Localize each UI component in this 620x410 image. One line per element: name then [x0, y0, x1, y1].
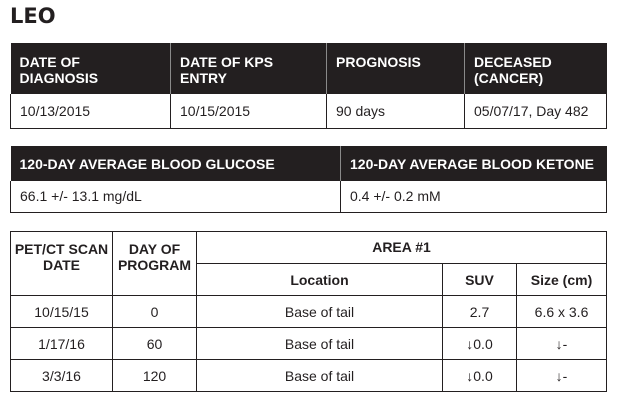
cell-location: Base of tail: [197, 328, 443, 360]
cell-suv: ↓0.0: [443, 328, 517, 360]
header-size: Size (cm): [517, 264, 607, 296]
cell-day: 0: [113, 296, 197, 328]
value-blood-glucose: 66.1 +/- 13.1 mg/dL: [11, 181, 341, 212]
cell-suv: 2.7: [443, 296, 517, 328]
header-suv: SUV: [443, 264, 517, 296]
blood-table: [10, 146, 607, 213]
cell-location: Base of tail: [197, 360, 443, 392]
diagnosis-value-row: [11, 94, 607, 128]
cell-day: 120: [113, 360, 197, 392]
cell-date: 3/3/16: [11, 360, 113, 392]
header-blood-glucose: 120-DAY AVERAGE BLOOD GLUCOSE: [11, 146, 341, 181]
header-day-of-program: DAY OF PROGRAM: [113, 232, 197, 296]
header-date-of-diagnosis: DATE OF DIAGNOSIS: [11, 43, 171, 94]
cell-size: ↓-: [517, 360, 607, 392]
blood-header-row: [11, 146, 607, 181]
scan-table: [10, 231, 607, 392]
header-blood-ketone: 120-DAY AVERAGE BLOOD KETONE: [341, 146, 607, 181]
page-title: LEO: [10, 4, 56, 28]
value-prognosis: 90 days: [327, 94, 465, 128]
cell-suv: ↓0.0: [443, 360, 517, 392]
cell-location: Base of tail: [197, 296, 443, 328]
value-blood-ketone: 0.4 +/- 0.2 mM: [341, 181, 607, 212]
scan-header-row: [11, 232, 607, 264]
cell-size: ↓-: [517, 328, 607, 360]
value-date-of-diagnosis: 10/13/2015: [11, 94, 171, 128]
value-date-of-kps-entry: 10/15/2015: [171, 94, 327, 128]
header-location: Location: [197, 264, 443, 296]
blood-value-row: [11, 181, 607, 212]
cell-size: 6.6 x 3.6: [517, 296, 607, 328]
cell-day: 60: [113, 328, 197, 360]
header-area-1: AREA #1: [197, 232, 607, 264]
header-date-of-kps-entry: DATE OF KPS ENTRY: [171, 43, 327, 94]
diagnosis-header-row: [11, 43, 607, 94]
header-prognosis: PROGNOSIS: [327, 43, 465, 94]
header-scan-date: PET/CT SCAN DATE: [11, 232, 113, 296]
table-row: [11, 360, 607, 392]
diagnosis-table: [10, 43, 607, 129]
table-row: [11, 296, 607, 328]
cell-date: 10/15/15: [11, 296, 113, 328]
header-deceased: DECEASED (CANCER): [465, 43, 607, 94]
value-deceased: 05/07/17, Day 482: [465, 94, 607, 128]
cell-date: 1/17/16: [11, 328, 113, 360]
table-row: [11, 328, 607, 360]
